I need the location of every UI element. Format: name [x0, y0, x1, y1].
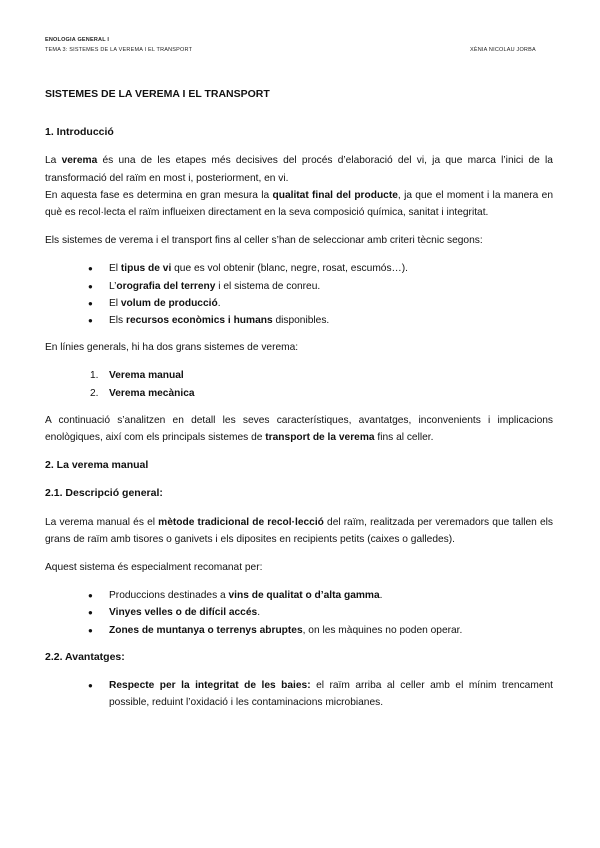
document-title: SISTEMES DE LA VEREMA I EL TRANSPORT — [45, 88, 270, 100]
list-item: 1. Verema manual — [90, 370, 184, 382]
subsection-2-1-heading: 2.1. Descripció general: — [45, 487, 163, 500]
list-item: ● El volum de producció. — [45, 295, 553, 312]
document-body — [45, 86, 553, 721]
list-item: ● Els recursos econòmics i humans disponibles. — [45, 312, 553, 329]
systems-list — [45, 367, 553, 401]
criteria-list — [45, 260, 553, 329]
advantages-list — [45, 677, 553, 711]
recommended-list — [45, 587, 553, 639]
header-subject: ENOLOGIA GENERAL I — [45, 37, 110, 43]
list-item: ● El tipus de vi que es vol obtenir (blanc, negre, rosat, escumós…). — [45, 260, 553, 277]
section-1-heading: 1. Introducció — [45, 126, 114, 139]
intro-paragraph-1: La verema és una de les etapes més decisives del procés d’elaboració del vi, ja que marca l’inici de la transformació del raïm en most i, posteriorment, en vi. — [45, 155, 553, 184]
intro-paragraph-2: En aquesta fase es determina en gran mesura la qualitat final del producte, ja que el moment i la manera en què es recol·lecta el raïm influeixen directament en la seva composició química, sanitat i integritat. — [45, 189, 553, 219]
header-author: XÈNIA NICOLAU JORBA — [470, 47, 536, 53]
section-2-heading: 2. La verema manual — [45, 459, 149, 472]
list-item: ● Zones de muntanya o terrenys abruptes, on les màquines no poden operar. — [45, 622, 553, 639]
list-item: 2. Verema mecànica — [90, 387, 195, 399]
intro-paragraph-5: A continuació s’analitzen en detall les seves característiques, avantatges, inconvenients i implicacions enològiques, així com els principals sistemes de transport de la verema fins al celler. — [45, 414, 553, 444]
list-item: ● Vinyes velles o de difícil accés. — [45, 604, 553, 621]
manual-paragraph-2: Aquest sistema és especialment recomanat per: — [45, 562, 263, 574]
list-item: ● L’orografia del terreny i el sistema de conreu. — [45, 278, 553, 295]
manual-paragraph-1: La verema manual és el mètode tradicional de recol·lecció del raïm, realitzada per veremadors que tallen els grans de raïm amb tisores o ganivets i els diposites en recipients petits (caixes o galledes). — [45, 516, 553, 545]
intro-paragraph-4: En línies generals, hi ha dos grans sistemes de verema: — [45, 342, 299, 354]
list-item: ● Respecte per la integritat de les baies: el raïm arriba al celler amb el mínim trencament possible, reduint l’oxidació i les contaminacions microbianes. — [45, 677, 553, 711]
list-item: ● Produccions destinades a vins de qualitat o d’alta gamma. — [45, 587, 553, 604]
header-topic: TEMA 3: SISTEMES DE LA VEREMA I EL TRANSPORT — [45, 47, 193, 53]
intro-paragraph-3: Els sistemes de verema i el transport fins al celler s’han de seleccionar amb criteri tècnic segons: — [45, 235, 483, 247]
subsection-2-2-heading: 2.2. Avantatges: — [45, 650, 125, 663]
